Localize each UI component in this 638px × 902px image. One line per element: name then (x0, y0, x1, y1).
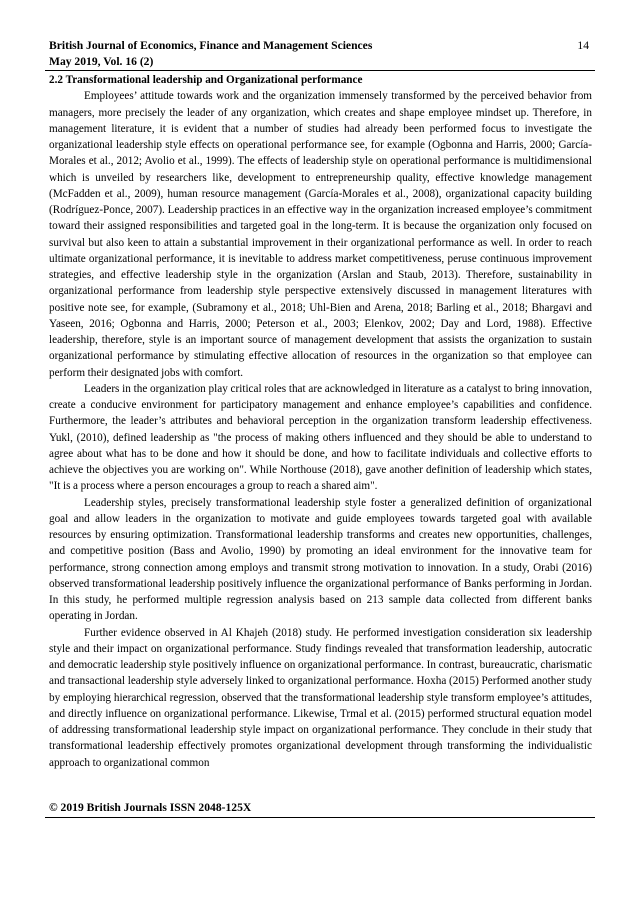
paragraph-2: Leaders in the organization play critical roles that are acknowledged in literature as a catalyst to bring innovation, create a conducive environment for participatory management and enhance employee’s capabilities and confidence. Furthermore, the leader’s attributes and behavioral perception in the organization transform leadership effectiveness. Yukl, (2010), defined leadership as "the process of making others influenced and they should be able to understand to agree about what has to be done and how it should be done, and how to facilitate individuals and collective efforts to achieve the objectives you are working on". While Northouse (2018), gave another definition of leadership which states, "It is a process where a person encourages a group to reach a shared aim". (49, 382, 592, 493)
paragraph-3: Leadership styles, precisely transformational leadership style foster a generalized definition of organizational goal and allow leaders in the organization to motivate and guide employees towards targeted goal with available resources by ensuring optimization. Transformational leadership transforms and creates new opportunities, challenges, and competitive position (Bass and Avolio, 1990) by promoting an ideal environment for the innovative team for performance, strong connection among employs and transmit strong motivation to innovation. In a study, Orabi (2016) observed transformational leadership positively influence the organizational performance of Banks performing in Jordan. In this study, he performed multiple regression analysis based on 213 sample data collected from different banks operating in Jordan. (49, 496, 592, 623)
section-heading: 2.2 Transformational leadership and Organizational performance (49, 74, 363, 86)
paragraph-4: Further evidence observed in Al Khajeh (2018) study. He performed investigation consideration six leadership style and their impact on organizational performance. Study findings revealed that transformation leadership, autocratic and democratic leadership style positively influence on organizational performance. In contrast, bureaucratic, charismatic and transactional leadership style adversely linked to organizational performance. Hoxha (2015) Performed another study by employing hierarchical regression, observed that the transformational leadership style transform employee’s attitudes, and directly influence on organizational performance. Likewise, Trmal et al. (2015) performed structural equation model of addressing transformational leadership style impact on organizational performance. They conclude in their study that transformational leadership effectively promotes organizational development through transforming the individualistic approach to organizational common (49, 626, 592, 769)
header-rule (45, 70, 595, 71)
paragraph-1: Employees’ attitude towards work and the organization immensely transformed by the perceived behavior from managers, more precisely the leader of any organization, which creates and shape employee mindset up. Therefore, in management literature, it is evident that a number of studies had already been performed focus to investigate the organizational leadership style effects on operational performance see, for example (Ogbonna and Harris, 2000; García-Morales et al., 2012; Avolio et al., 1999). The effects of leadership style on operational performance is multidimensional which is unveiled by researchers like, development to entrepreneurship quality, effective knowledge management (McFadden et al., 2009), human resource management (García-Morales et al., 2008), organizational capacity building (Rodríguez-Ponce, 2007). Leadership practices in an effective way in the organization increased employee’s commitment toward their assigned responsibilities and targeted goal in the long-term. It is because the organization only focused on survival but also keen to attain a substantial improvement in their organizational performance as well. In order to reach ultimate organizational performance, it is inevitable to address market competitiveness, peruse continuous improvement strategies, and effective leadership style in the organization (Arslan and Staub, 2013). Therefore, sustainability in organizational performance from leadership style perspective extensively discussed in management literatures with positive note see, for example, (Subramony et al., 2018; Uhl-Bien and Arena, 2018; Barling et al., 2018; Bhargavi and Yaseen, 2016; Ogbonna and Harris, 2000; Peterson et al., 2003; Elenkov, 2002; Day and Lord, 1988). Effective leadership, therefore, style is an important source of management development that assists the organization to sustain organizational performance by stimulating effective allocation of resources in the organization so that employee can perform their designated jobs with comfort. (49, 90, 592, 379)
page-number: 14 (577, 39, 589, 52)
journal-volume: May 2019, Vol. 16 (2) (49, 54, 154, 68)
journal-title: British Journal of Economics, Finance and Management Sciences (49, 39, 373, 52)
copyright-footer: © 2019 British Journals ISSN 2048-125X (49, 801, 252, 814)
footer-rule (45, 817, 595, 818)
article-body (49, 72, 592, 771)
running-header (49, 38, 589, 69)
